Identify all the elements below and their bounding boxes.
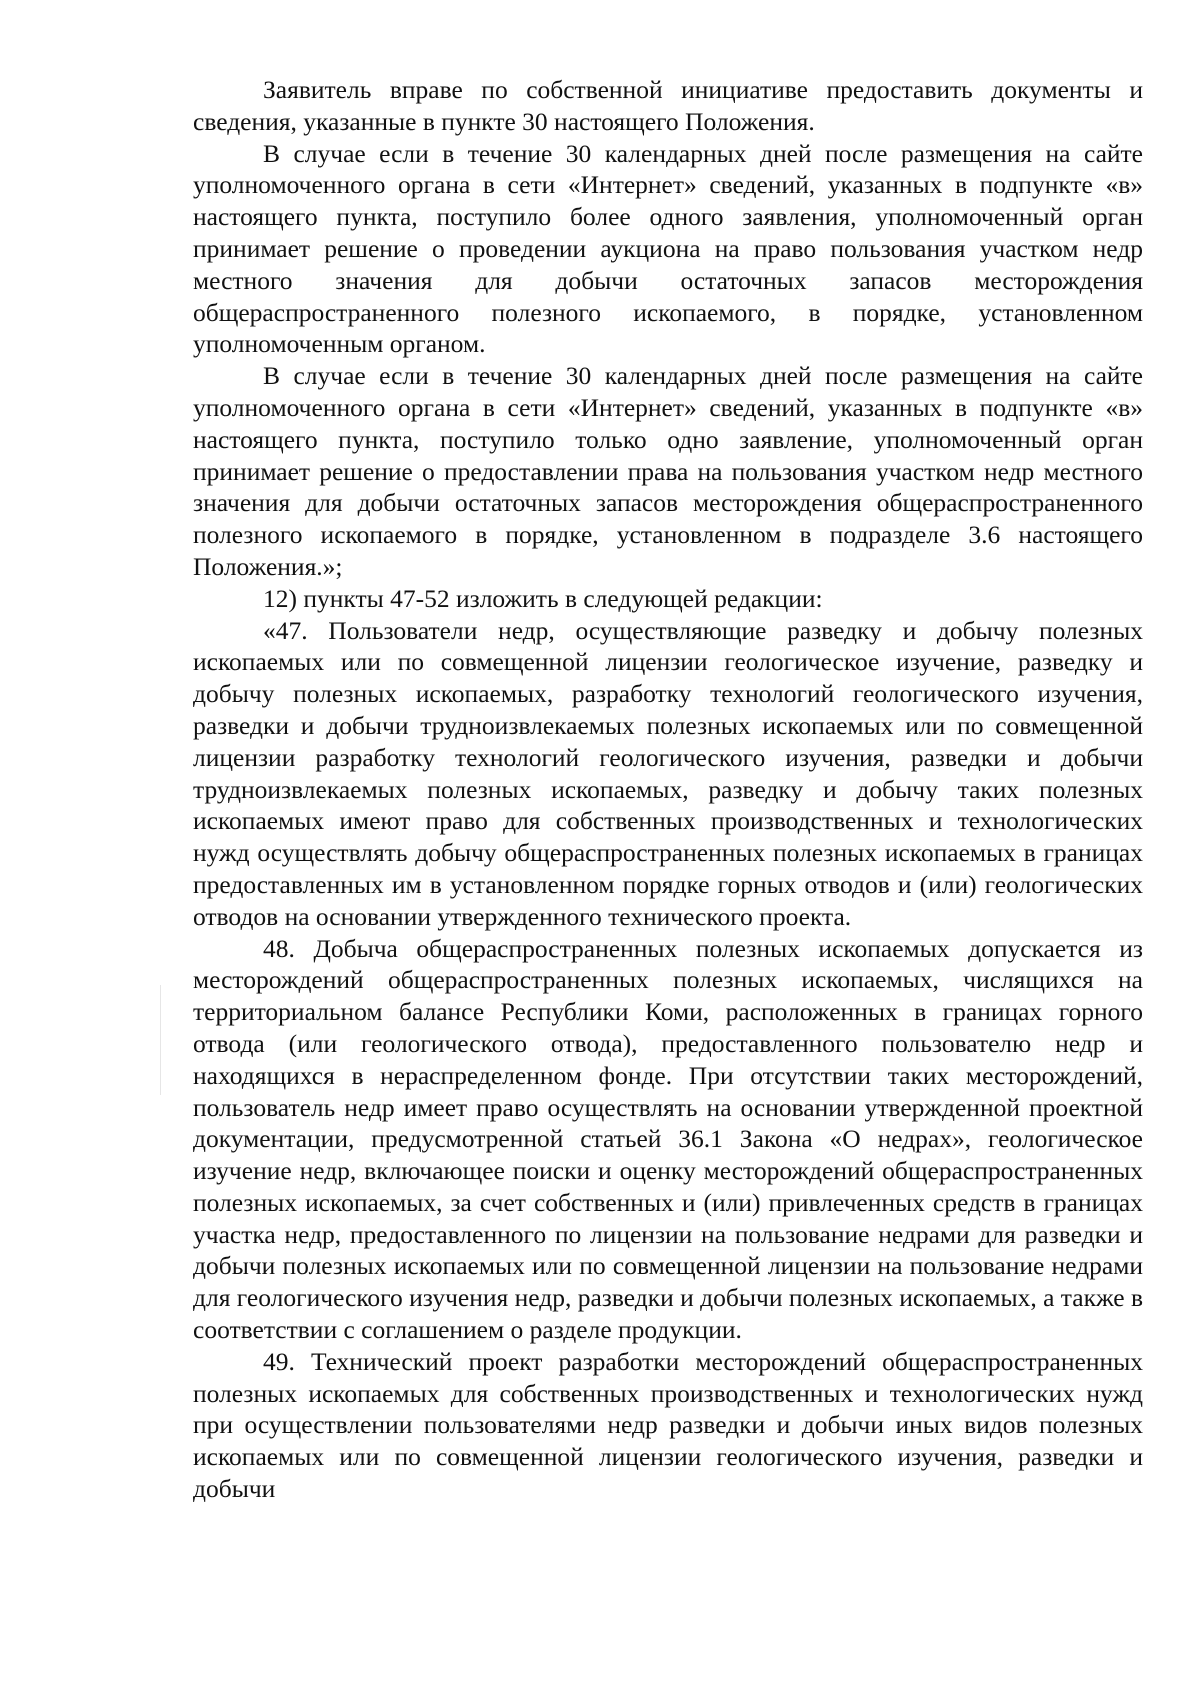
document-body [193, 74, 1143, 1505]
paragraph-item-12: 12) пункты 47-52 изложить в следующей редакции: [263, 583, 823, 613]
scan-margin-mark [160, 985, 161, 1095]
paragraph-clause-48: 48. Добыча общераспространенных полезных ископаемых допускается из месторождений общераспространенных полезных ископаемых, числящихся на территориальном балансе Республики Коми, расположенных в границах горного отвода (или геологического отвода), предоставленного пользователю недр и находящихся в нераспределенном фонде. При отсутствии таких месторождений, пользователь недр имеет право осуществлять на основании утвержденной проектной документации, предусмотренной статьей 36.1 Закона «О недрах», геологическое изучение недр, включающее поиски и оценку месторождений общераспространенных полезных ископаемых, за счет собственных и (или) привлеченных средств в границах участка недр, предоставленного по лицензии на пользование недрами для разведки и добычи полезных ископаемых или по совмещенной лицензии на пользование недрами для геологического изучения недр, разведки и добычи полезных ископаемых, а также в соответствии с соглашением о разделе продукции. [193, 933, 1143, 1345]
paragraph-auction-decision: В случае если в течение 30 календарных дней после размещения на сайте уполномоченного органа в сети «Интернет» сведений, указанных в подпункте «в» настоящего пункта, поступило более одного заявления, уполномоченный орган принимает решение о проведении аукциона на право пользования участком недр местного значения для добычи остаточных запасов месторождения общераспространенного полезного ископаемого, в порядке, установленном уполномоченным органом. [193, 138, 1143, 359]
paragraph-single-application: В случае если в течение 30 календарных дней после размещения на сайте уполномоченного органа в сети «Интернет» сведений, указанных в подпункте «в» настоящего пункта, поступило только одно заявление, уполномоченный орган принимает решение о предоставлении права на пользования участком недр местного значения для добычи остаточных запасов месторождения общераспространенного полезного ископаемого в порядке, установленном в подразделе 3.6 настоящего Положения.»; [193, 361, 1143, 581]
paragraph-applicant-right: Заявитель вправе по собственной инициативе предоставить документы и сведения, указанные в пункте 30 настоящего Положения. [193, 75, 1143, 136]
paragraph-clause-49: 49. Технический проект разработки месторождений общераспространенных полезных ископаемых для собственных производственных и технологических нужд при осуществлении пользователями недр разведки и добычи иных видов полезных ископаемых или по совмещенной лицензии геологического изучения, разведки и добычи [193, 1346, 1143, 1504]
paragraph-clause-47: «47. Пользователи недр, осуществляющие разведку и добычу полезных ископаемых или по совмещенной лицензии геологическое изучение, разведку и добычу полезных ископаемых, разработку технологий геологического изучения, разведки и добычи трудноизвлекаемых полезных ископаемых или по совмещенной лицензии разработку технологий геологического изучения, разведки и добычи трудноизвлекаемых полезных ископаемых, разведку и добычу таких полезных ископаемых имеют право для собственных производственных и технологических нужд осуществлять добычу общераспространенных полезных ископаемых в границах предоставленных им в установленном порядке горных отводов и (или) геологических отводов на основании утвержденного технического проекта. [193, 615, 1143, 931]
